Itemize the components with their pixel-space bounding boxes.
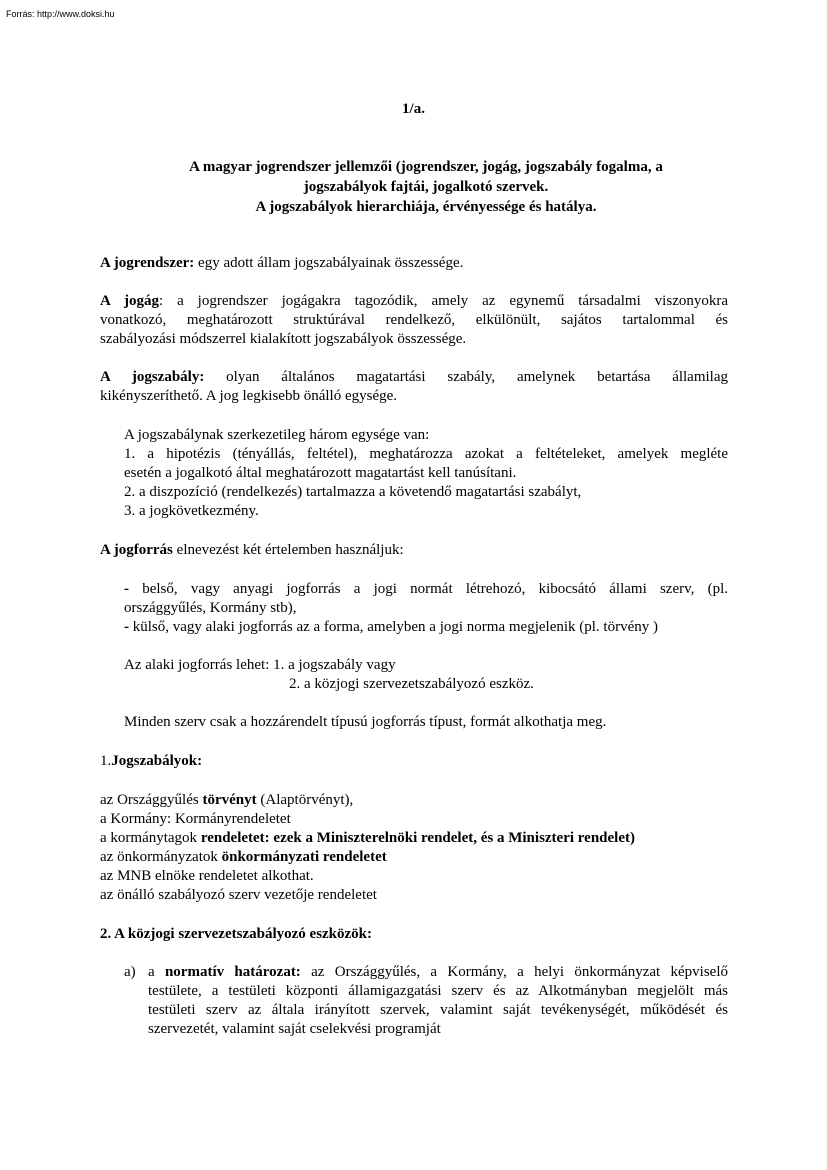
- unit-item: 2. a diszpozíció (rendelkezés) tartalmazza a követendő magatartási szabályt,: [124, 484, 582, 500]
- page-number: 1/a.: [402, 101, 425, 117]
- definition-text: : a jogrendszer jogágakra tagozódik, amely az egynemű társadalmi viszonyokra: [158, 293, 729, 309]
- unit-item: 3. a jogkövetkezmény.: [124, 503, 259, 519]
- heading-text: 2. A közjogi szervezetszabályozó eszközök:: [100, 926, 373, 942]
- units-intro: A jogszabálynak szerkezetileg három egysége van:: [124, 427, 430, 443]
- definition-text: olyan általános magatartási szabály, amelynek betartása államilag: [204, 369, 728, 385]
- minden-text: Minden szerv csak a hozzárendelt típusú jogforrás típust, formát alkothatja meg.: [124, 714, 607, 730]
- list-item: a kormánytagok rendeletet: ezek a Miniszterelnöki rendelet, és a Miniszteri rendelet): [100, 830, 635, 846]
- definition-text: elnevezést két értelemben használjuk:: [172, 542, 404, 558]
- definition-text: egy adott állam jogszabályainak összessége.: [194, 255, 464, 271]
- definition-term: A jogszabály:: [100, 369, 205, 385]
- heading-number: 1.: [100, 753, 112, 769]
- item-text: testülete, a testületi központi államigazgatási szerv és az Alkotmányban megjelölt más: [148, 983, 728, 999]
- jogszabaly-units: [124, 426, 728, 521]
- item-text: szervezetét, valamint saját cselekvési programját: [148, 1021, 441, 1037]
- item-text: az Országgyűlés, a Kormány, a helyi önkormányzat képviselő: [300, 964, 728, 980]
- item-text: testületi szerv az általa irányított szervek, valamint saját tevékenységét, működését és: [148, 1002, 728, 1018]
- list-item: az önálló szabályozó szerv vezetője rendeletet: [100, 887, 377, 903]
- jogszabaly-definition: [100, 368, 728, 406]
- dash-bullet: -: [124, 581, 129, 597]
- title-line: A magyar jogrendszer jellemzői (jogrendszer, jogág, jogszabály fogalma, a: [189, 159, 663, 175]
- definition-text: vonatkozó, meghatározott struktúrával rendelkező, elkülönült, sajátos tartalommal és: [100, 312, 728, 328]
- dash-bullet: -: [124, 619, 129, 635]
- minden-szerv: [124, 713, 728, 732]
- item-term: normatív határozat:: [164, 964, 301, 980]
- unit-item: 1. a hipotézis (tényállás, feltétel), meghatározza azokat a feltételeket, amelyek megléte: [124, 446, 728, 462]
- item-label: a): [124, 964, 136, 980]
- definition-term: A jogág: [100, 293, 159, 309]
- list-item: az Országgyűlés törvényt (Alaptörvényt),: [100, 792, 354, 808]
- kozjogi-heading: [100, 925, 728, 944]
- jogszabalyok-heading: [100, 752, 728, 771]
- jogforras-definition: [100, 541, 728, 560]
- list-item: a Kormány: Kormányrendeletet: [100, 811, 291, 827]
- definition-text: szabályozási módszerrel kialakított jogszabályok összessége.: [100, 331, 467, 347]
- alaki-intro: Az alaki jogforrás lehet: 1. a jogszabály vagy: [124, 657, 396, 673]
- list-item: az MNB elnöke rendeletet alkothat.: [100, 868, 314, 884]
- heading-text: Jogszabályok:: [111, 753, 203, 769]
- jogforras-belso: országgyűlés, Kormány stb),: [124, 600, 297, 616]
- title-line: A jogszabályok hierarchiája, érvényessége és hatálya.: [255, 199, 597, 215]
- jogforras-belso: belső, vagy anyagi jogforrás a jogi normát létrehozó, kibocsátó állami szerv, (pl.: [129, 581, 728, 597]
- unit-item: esetén a jogalkotó által meghatározott magatartást kell tanúsítani.: [124, 465, 517, 481]
- alaki-item: 2. a közjogi szervezetszabályozó eszköz.: [289, 676, 534, 692]
- jogforras-kulso: külső, vagy alaki jogforrás az a forma, amelyben a jogi norma megjelenik (pl. törvény ): [129, 619, 658, 635]
- definition-term: A jogforrás: [100, 542, 173, 558]
- jogforras-types: [124, 580, 728, 637]
- list-item: az önkormányzatok önkormányzati rendeletet: [100, 849, 387, 865]
- definition-text: kikényszeríthető. A jog legkisebb önálló egysége.: [100, 388, 398, 404]
- definition-term: A jogrendszer:: [100, 255, 195, 271]
- document-title: [100, 157, 752, 217]
- jogag-definition: [100, 292, 728, 349]
- source-url: Forrás: http://www.doksi.hu: [6, 9, 115, 19]
- kozjogi-item: a) a normatív határozat: az Országgyűlés, a Kormány, a helyi önkormányzat képviselő testülete, a testületi központi államigazgatási szerv és az Alkotmányban megjelölt más testületi szerv az általa irányított szervek, valamint saját tevékenységét, működését és szervezetét, valamint saját cselekvési programját: [124, 964, 728, 1037]
- jogrendszer-definition: [100, 254, 728, 273]
- alaki-jogforras: [124, 656, 728, 694]
- jogszabalyok-list: [100, 791, 728, 905]
- title-line: jogszabályok fajtái, jogalkotó szervek.: [303, 179, 549, 195]
